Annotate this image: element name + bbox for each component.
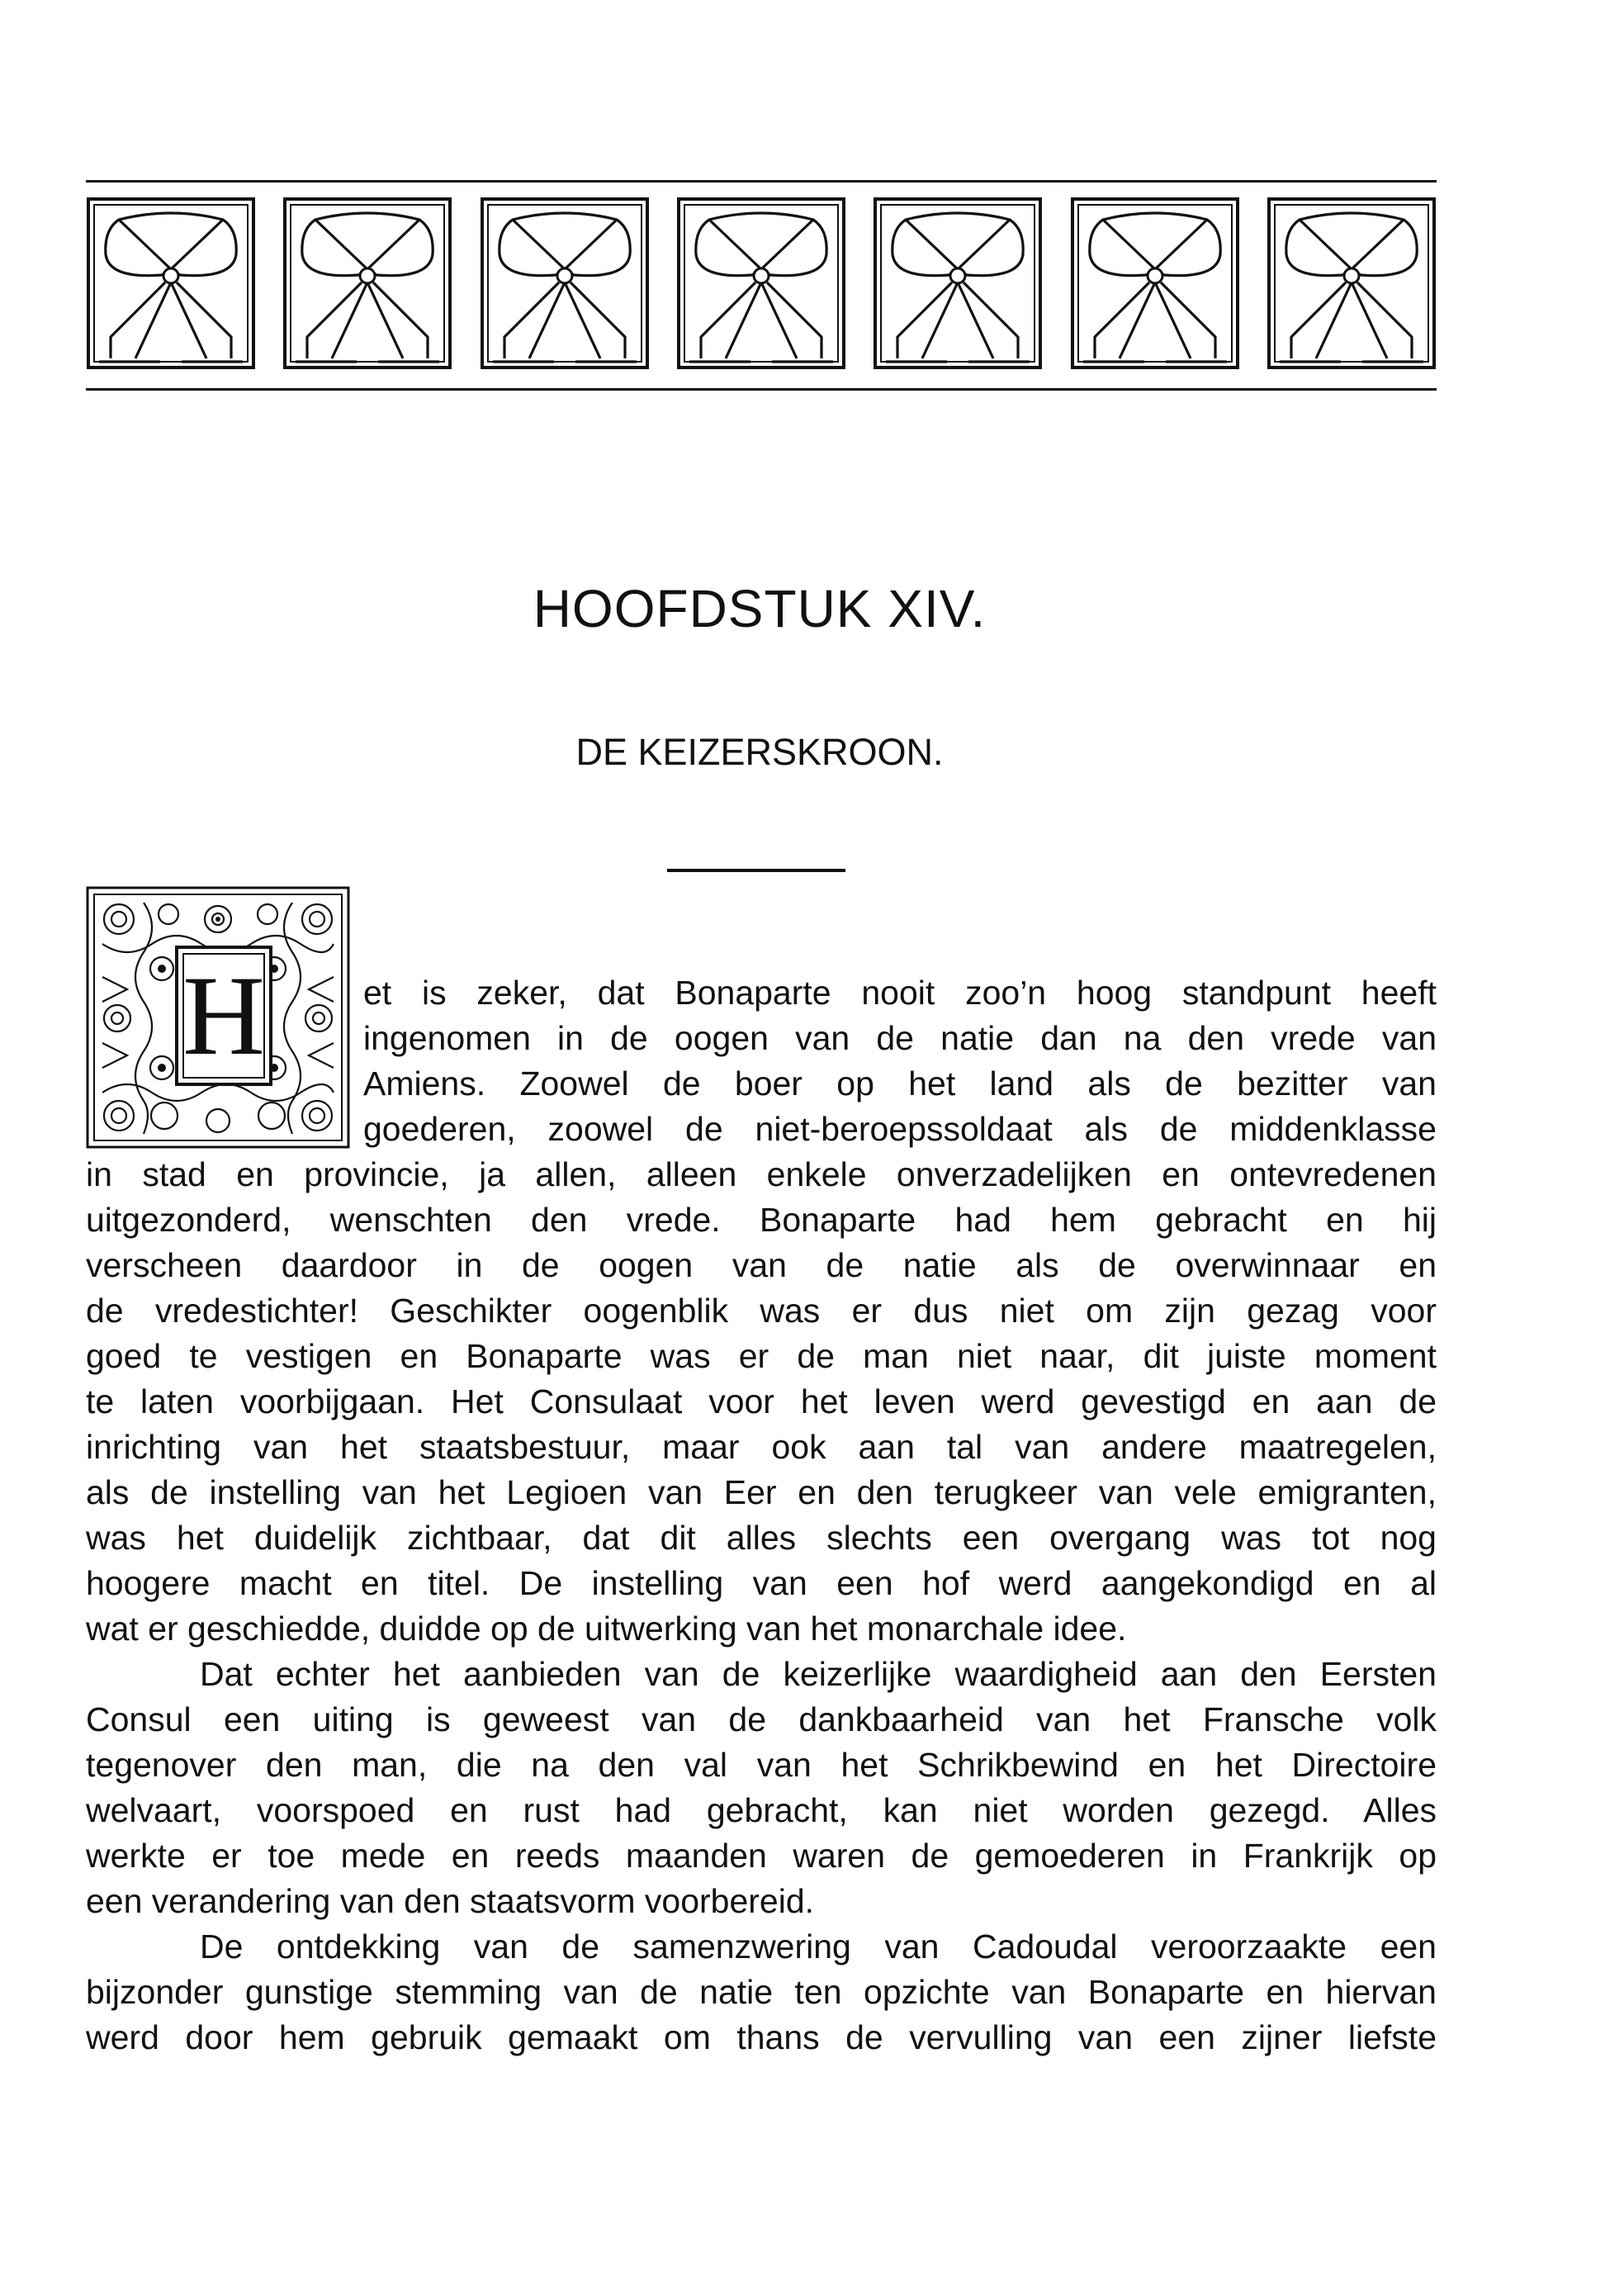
text-line: een verandering van den staatsvorm voorbereid.: [86, 1882, 815, 1920]
ornament-band: [86, 197, 1437, 370]
text-line: inrichting van het staatsbestuur, maar ook aan tal van andere maatregelen,: [86, 1428, 1437, 1466]
text-line: Dat echter het aanbieden van de keizerlijke waardigheid aan den Eersten: [200, 1655, 1437, 1693]
chapter-title: HOOFDSTUK XIV.: [533, 579, 987, 638]
text-line: was het duidelijk zichtbaar, dat dit alles slechts een overgang was tot nog: [86, 1519, 1437, 1557]
ornament-tile-icon: [480, 197, 650, 370]
text-line: als de instelling van het Legioen van Eer en den terugkeer van vele emigranten,: [86, 1473, 1437, 1511]
text-line: wat er geschiedde, duidde op de uitwerking van het monarchale idee.: [86, 1610, 1127, 1648]
body-text: [86, 1152, 1437, 2060]
paragraph-opening: [363, 970, 1437, 1152]
ornament-tile-icon: [282, 197, 452, 370]
ornament-tile-icon: [873, 197, 1043, 370]
text-line: Consul een uiting is geweest van de dankbaarheid van het Fransche volk: [86, 1700, 1437, 1738]
text-line: verscheen daardoor in de oogen van de natie als de overwinnaar en: [86, 1246, 1437, 1284]
ornament-top-rule: [86, 180, 1437, 183]
title-divider: [667, 869, 845, 872]
text-line: goed te vestigen en Bonaparte was er de man niet naar, dit juiste moment: [86, 1337, 1437, 1375]
text-line: werd door hem gebruik gemaakt om thans de vervulling van een zijner liefste: [86, 2018, 1437, 2056]
text-line: De ontdekking van de samenzwering van Cadoudal veroorzaakte een: [200, 1927, 1437, 1965]
ornament-bottom-rule: [86, 388, 1437, 391]
drop-cap: [86, 886, 350, 1149]
ornament-tile-icon: [1070, 197, 1240, 370]
ornament-tile-icon: [86, 197, 256, 370]
text-line: et is zeker, dat Bonaparte nooit zoo’n hoog standpunt heeft: [363, 974, 1437, 1012]
text-line: Amiens. Zoowel de boer op het land als de bezitter van: [363, 1065, 1437, 1102]
text-line: de vredestichter! Geschikter oogenblik was er dus niet om zijn gezag voor: [86, 1292, 1437, 1330]
drop-cap-letter: H: [182, 952, 265, 1079]
text-line: uitgezonderd, wenschten den vrede. Bonaparte had hem gebracht en hij: [86, 1201, 1437, 1239]
ornament-tile-icon: [1267, 197, 1437, 370]
text-line: bijzonder gunstige stemming van de natie ten opzichte van Bonaparte en hiervan: [86, 1973, 1437, 2011]
text-line: in stad en provincie, ja allen, alleen enkele onverzadelijken en ontevredenen: [86, 1155, 1437, 1193]
text-line: welvaart, voorspoed en rust had gebracht, kan niet worden gezegd. Alles: [86, 1791, 1437, 1829]
text-line: hoogere macht en titel. De instelling van een hof werd aangekondigd en al: [86, 1564, 1437, 1602]
ornament-tile-icon: [676, 197, 846, 370]
text-line: te laten voorbijgaan. Het Consulaat voor het leven werd gevestigd en aan de: [86, 1382, 1437, 1420]
text-line: tegenover den man, die na den val van het Schrikbewind en het Directoire: [86, 1746, 1437, 1784]
text-line: ingenomen in de oogen van de natie dan na den vrede van: [363, 1019, 1437, 1057]
chapter-subtitle: DE KEIZERSKROON.: [575, 731, 944, 773]
text-line: werkte er toe mede en reeds maanden waren de gemoederen in Frankrijk op: [86, 1837, 1437, 1875]
text-line: goederen, zoowel de niet-beroepssoldaat als de middenklasse: [363, 1110, 1437, 1148]
